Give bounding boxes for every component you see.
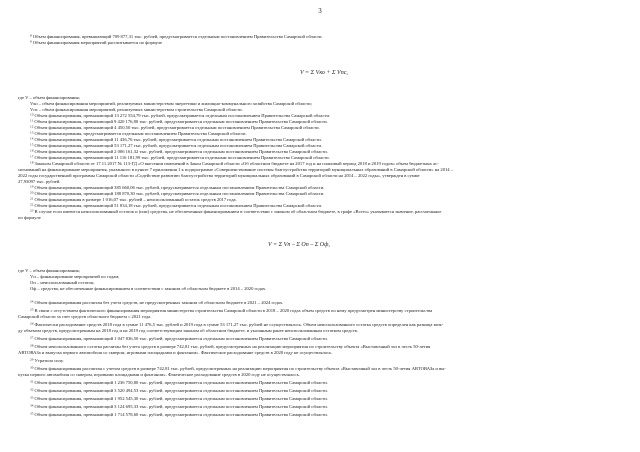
footnote-line: $^{13}$ Объем финансирования, предусматривается отдельным постановлением Правительства Самарской области. — [30, 131, 247, 136]
formula-legend-line: где V – объем финансирования; — [18, 268, 80, 273]
footnote-marker: 34 — [30, 404, 34, 408]
footnote-line: $^8$ Объем финансирования, превышающий 709 877,31 тыс. рублей, предусматривается отдельным постановлением Правительства Самарской области. — [30, 34, 323, 39]
page-number: 3 — [318, 7, 322, 15]
footnote-marker: 19 — [30, 185, 34, 189]
footnote-marker: 31 — [30, 380, 34, 384]
footnote-line: $^{35}$ Объем финансирования, превышающий 1 714 578,60 тыс. рублей, предусматривается отдельным постановлением Правительства Самарской области. — [30, 412, 328, 417]
footnote-continuation: 2022 годы государственной программы Самарской области «Содействие развитию благоустройства территорий муниципальных образований в Самарской области на 2014 – 2022 годы», утвержден в сумме — [18, 173, 420, 178]
footnote-line: $^{30}$ Объем финансирования рассчитан с учетом средств в размере 742,81 тыс. рублей, предусмотренных на реализацию мероприятия по строительству объекта «Выставочный зал в честь 50-летия АВТОВАЗа и вы- — [30, 366, 446, 371]
footnote-marker: 17 — [30, 155, 34, 159]
footnote-continuation: 27,93097 тыс. рублей. — [18, 179, 61, 184]
footnote-line: $^{14}$ Объем финансирования, превышающий 11 436,76 тыс. рублей, предусматривается отдельным постановлением Правительства Самарской области. — [30, 137, 322, 142]
footnote-continuation: по формуле — [18, 215, 41, 220]
footnote-marker: 14 — [30, 137, 34, 141]
footnote-line: $^{27}$ Объем финансирования, превышающий 1 047 836,50 тыс. рублей, предусматривается отдельным постановлением Правительства Самарской области. — [30, 336, 328, 341]
footnote-marker: 24 — [30, 300, 34, 304]
footnote-marker: 16 — [30, 149, 34, 153]
footnote-line: $^{24}$ Объем финансирования рассчитан без учета средств, не предусмотренных законом об областном бюджете в 2021 – 2024 годах. — [30, 300, 284, 305]
footnote-line: $^{15}$ Объем финансирования, превышающий 53 171,27 тыс. рублей, предусматривается отдельным постановлением Правительства Самарской области. — [30, 143, 323, 148]
footnote-line: $^{29}$ Утратила силу. — [30, 358, 64, 363]
footnote-marker: 35 — [30, 412, 34, 416]
footnote-marker: 20 — [30, 191, 34, 195]
footnote-line: $^{17}$ Объем финансирования, превышающий 11 116 181,99 тыс. рублей, предусматривается отдельным постановлением Правительства Самарской области. — [30, 155, 330, 160]
footnote-line: $^{19}$ Объем финансирования, превышающий 385 660,06 тыс. рублей, предусматривается отдельным постановлением Правительства Самарской области. — [30, 185, 325, 190]
formula-legend-line: Vко – объем финансирования мероприятий, реализуемых министерством энергетики и жилищно-коммунального хозяйства Самарской области; — [30, 101, 312, 106]
footnote-continuation: АВТОВАЗа и выпуска первого автомобиля со сквером, игровыми площадками и фонтаном». Фактическое расходование средств в 2020 году не осуществлялось. — [18, 350, 333, 355]
footnote-marker: 12 — [30, 125, 34, 129]
footnote-line: $^{18}$ Законом Самарской области от 17.11.2017 № 113-ГД «О внесении изменений в Закон Самарской области «Об областном бюджете на 2017 год и на плановый период 2018 и 2019 годов» объем бюджетных ас- — [30, 161, 439, 166]
footnote-line: $^{16}$ Объем финансирования, превышающий 2 006 161,32 тыс. рублей, предусматривается отдельным постановлением Правительства Самарской области. — [30, 149, 328, 154]
footnote-marker: 15 — [30, 143, 34, 147]
footnote-marker: 25 — [30, 308, 34, 312]
footnote-marker: 18 — [30, 161, 34, 165]
footnote-line: $^{12}$ Объем финансирования, превышающий 4 450,50 тыс. рублей, предусматривается отдельным постановлением Правительства Самарской области. — [30, 125, 320, 130]
footnote-line: $^{21}$ Объем финансирования в размере 1 016,07 тыс. рублей – неиспользованный остаток средств 2017 года. — [30, 197, 237, 202]
formula-total-volume: V = Σ Vко + Σ Vпс, — [300, 70, 348, 76]
footnote-marker: 27 — [30, 336, 34, 340]
footnote-line: $^{23}$ В случае если имеются неиспользованный остаток и (или) средства, не обеспеченные финансированием в соответствии с законом об областном бюджете, в графе «Всего» указывается значение, рассчитанное — [30, 209, 442, 214]
footnote-marker: 30 — [30, 366, 34, 370]
footnote-marker: 13 — [30, 131, 34, 135]
footnote-line: $^9$ Объем финансирования мероприятий рассчитывается по формуле — [30, 40, 163, 45]
footnote-line: $^{25}$ В связи с отсутствием фактического финансирования мероприятия министерства строительства Самарской области в 2018 – 2020 годах объем средств по нему предусмотрен министерству строительства — [30, 308, 433, 313]
footnote-marker: 32 — [30, 388, 34, 392]
footnote-marker: 26 — [30, 322, 34, 326]
formula-legend-line: Оф – средства, не обеспеченные финансированием в соответствии с законом об областном бюджете в 2014 – 2020 годах. — [30, 286, 267, 291]
formula-legend-line: где V – объем финансирования; — [18, 95, 80, 100]
footnote-marker: 22 — [30, 203, 34, 207]
footnote-marker: 23 — [30, 209, 34, 213]
footnote-line: $^{22}$ Объем финансирования, превышающий 51 834,18 тыс. рублей, предусматривается отдельным постановлением Правительства Самарской области. — [30, 203, 323, 208]
footnote-line: $^{20}$ Объем финансирования, превышающий 188 870,30 тыс. рублей, предусматривается отдельным постановлением Правительства Самарской области. — [30, 191, 325, 196]
footnote-continuation: сигнований на финансирование мероприятия, указанного в пункте 7 приложения 1 к подпрограмме «Совершенствование системы благоустройства территорий муниципальных образований в Самарской области» на 2014 – — [18, 167, 454, 172]
footnote-marker: 10 — [30, 113, 34, 117]
footnote-line: $^{34}$ Объем финансирования, превышающий 3 124 695,33 тыс. рублей, предусматривается отдельным постановлением Правительства Самарской области. — [30, 404, 328, 409]
footnote-marker: 29 — [30, 358, 34, 362]
footnote-marker: 21 — [30, 197, 34, 201]
footnote-marker: 9 — [30, 40, 32, 44]
footnote-line: $^{32}$ Объем финансирования, превышающий 3 520 494,53 тыс. рублей, предусматривается отдельным постановлением Правительства Самарской области. — [30, 388, 328, 393]
formula-remaining-volume: V = Σ Vп – Σ Оп – Σ Оф, — [268, 242, 330, 248]
footnote-marker: 33 — [30, 396, 34, 400]
formula-legend-line: Оп – неиспользованный остаток; — [30, 280, 95, 285]
footnote-continuation: ду объемом средств, предусмотренным на 2018 год и на 2019 год соответствующим законом об областном бюджете, и указанным ранее неиспользованным остатком средств. — [18, 328, 358, 333]
footnote-line: $^{26}$ Фактически расходование средств 2018 года в сумме 11 476,5 тыс. рублей и 2019 года в сумме 53 171,27 тыс. рублей не осуществлялось. Объем неиспользованного остатка средств определен как разница меж- — [30, 322, 444, 327]
footnote-marker: 11 — [30, 119, 34, 123]
footnote-line: $^{28}$ Объем неиспользованного остатка расчитан без учета средств в размере 742,81 тыс. рублей, предусмотренных на реализацию мероприятия по строительству объекта «Выставочный зал в честь 50-летия — [30, 344, 431, 349]
footnote-line: $^{11}$ Объем финансирования, превышающий 9 420 176,80 тыс. рублей, предусматривается отдельным постановлением Правительства Самарской области. — [30, 119, 328, 124]
footnote-continuation: пуска первого автомобиля со сквером, игровыми площадками и фонтаном». Фактическое расходование средств в 2020 году не осуществлялось. — [18, 372, 300, 377]
formula-legend-line: Vпс – объем финансирования мероприятий, реализуемых министерством строительства Самарской области. — [30, 107, 243, 112]
footnote-line: $^{10}$ Объем финансирования, превышающий 13 272 554,79 тыс. рублей, предусматривается отдельным постановлением Правительства Самарской области. — [30, 113, 331, 118]
footnote-line: $^{31}$ Объем финансирования, превышающий 1 236 750,80 тыс. рублей, предусматривается отдельным постановлением Правительства Самарской области. — [30, 380, 328, 385]
footnote-continuation: Самарской области за счет средств областного бюджета с 2021 года. — [18, 314, 152, 319]
footnote-marker: 8 — [30, 34, 32, 38]
formula-legend-line: Vп – финансирование мероприятий по годам; — [30, 274, 120, 279]
footnote-marker: 28 — [30, 344, 34, 348]
footnote-line: $^{33}$ Объем финансирования, превышающий 1 952 545,30 тыс. рублей, предусматривается отдельным постановлением Правительства Самарской области. — [30, 396, 328, 401]
